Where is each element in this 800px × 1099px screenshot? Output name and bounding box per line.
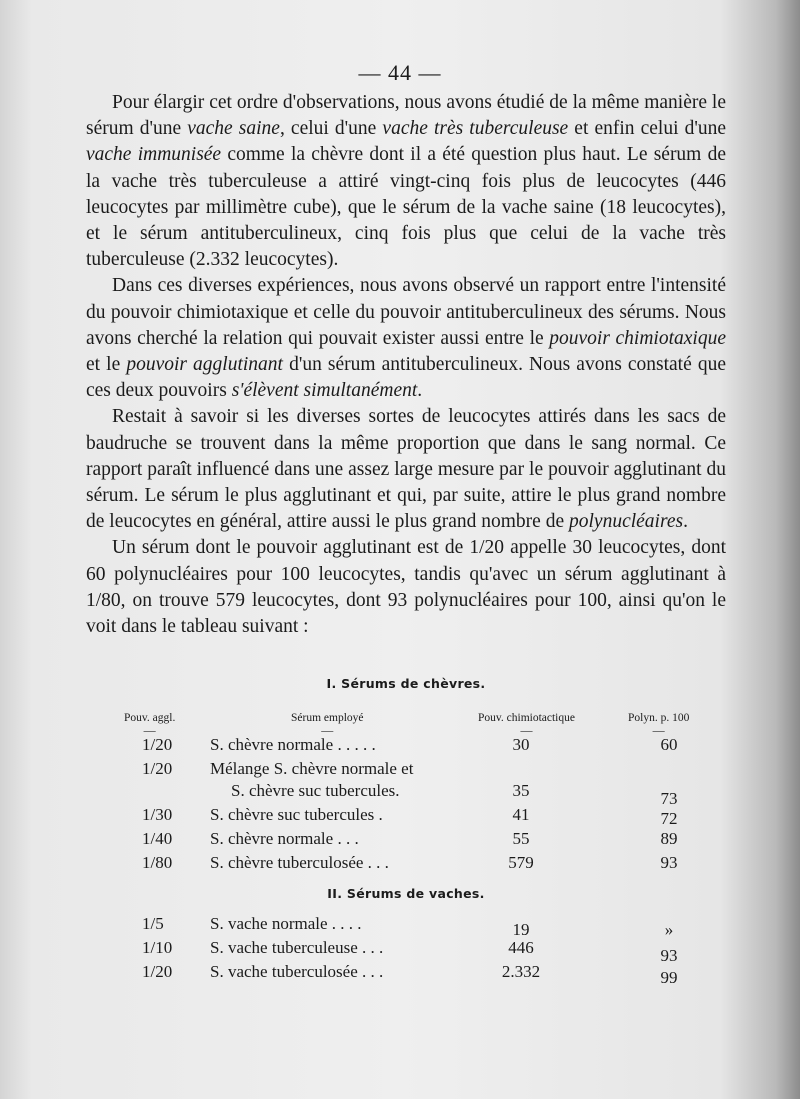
cell-polynuclear: » xyxy=(664,920,674,939)
text-run: comme la chèvre dont il a été question plus haut. Le sérum de la vache très tuberculeuse a attiré vingt-cinq fois plus de leucocytes (446 leucocytes par millimètre cube), que le sérum de la vache saine (18 leucocytes), et le sérum antituberculineux, cinq fois plus que celui de la vache très tuberculeuse (2.332 leucocytes). xyxy=(86,144,726,271)
cell-serum: S. vache tuberculosée . . . xyxy=(210,962,384,981)
cell-chemotaxis: 55 xyxy=(512,829,530,848)
section-title-goats: I. Sérums de chèvres. xyxy=(326,676,486,691)
cell-serum: S. chèvre normale . . . . . xyxy=(210,735,376,754)
emphasis-text: pouvoir agglutinant xyxy=(126,354,283,376)
paragraph xyxy=(86,404,726,535)
emphasis-text: vache saine xyxy=(187,118,280,140)
cell-polynuclear: 72 xyxy=(660,809,678,828)
text-run: , celui d'une xyxy=(279,118,383,140)
emphasis-text: vache très tuberculeuse xyxy=(382,118,569,140)
page-number: — 44 — xyxy=(358,60,442,85)
text-run: d'un sérum antituberculineux. Nous avons constaté que ces deux pouvoirs xyxy=(86,354,726,402)
table-row-continuation xyxy=(86,781,726,808)
cell-chemotaxis: 35 xyxy=(512,781,530,800)
results-table xyxy=(86,676,726,996)
cell-serum: Mélange S. chèvre normale et xyxy=(210,759,414,778)
cell-polynuclear: 60 xyxy=(660,735,678,754)
cell-serum-continued: S. chèvre suc tubercules. xyxy=(231,781,400,800)
table-row xyxy=(86,735,726,759)
table-row xyxy=(86,853,726,877)
cell-serum: S. chèvre tuberculosée . . . xyxy=(210,853,389,872)
section-title-cows: II. Sérums de vaches. xyxy=(327,886,485,901)
cell-chemotaxis: 2.332 xyxy=(501,962,541,981)
cell-serum: S. chèvre normale . . . xyxy=(210,829,359,848)
cell-agglutination: 1/10 xyxy=(142,938,173,957)
cell-polynuclear: 99 xyxy=(660,968,678,987)
paragraph xyxy=(86,273,726,404)
cell-serum: S. vache normale . . . . xyxy=(210,914,362,933)
text-run: Restait à savoir si les diverses sortes de leucocytes attirés dans les sacs de baudruche se trouvent dans la même proportion que dans le sang normal. Ce rapport paraît influencé dans une assez large mesure par le pouvoir agglutinant du sérum. Le sérum le plus agglutinant et qui, par suite, attire le plus grand nombre de leucocytes en général, attire aussi le plus grand nombre de xyxy=(86,406,726,533)
table-row xyxy=(86,938,726,965)
column-header-agglutination: Pouv. aggl. — xyxy=(124,712,176,737)
column-header-serum: Sérum employé — xyxy=(291,712,364,737)
emphasis-text: polynucléaires xyxy=(569,511,684,533)
table-row xyxy=(86,962,726,986)
cell-chemotaxis: 41 xyxy=(512,805,530,824)
text-run: Pour élargir cet ordre d'observations, nous avons étudié de la même manière le sérum d'une xyxy=(86,92,726,140)
text-run: . xyxy=(417,380,423,402)
emphasis-text: s'élèvent simultanément xyxy=(231,380,418,402)
cell-chemotaxis: 30 xyxy=(512,735,530,754)
cell-chemotaxis: 19 xyxy=(512,920,530,939)
cell-polynuclear: 93 xyxy=(660,853,678,872)
paragraph xyxy=(86,535,726,640)
column-header-polynuclear: Polyn. p. 100 — xyxy=(628,712,690,737)
cell-agglutination: 1/30 xyxy=(142,805,173,824)
cell-serum: S. vache tuberculeuse . . . xyxy=(210,938,384,957)
table-row xyxy=(86,829,726,853)
cell-agglutination: 1/40 xyxy=(142,829,173,848)
cell-polynuclear: 93 xyxy=(660,946,678,965)
cell-polynuclear: 73 xyxy=(660,789,678,808)
cell-serum: S. chèvre suc tubercules . xyxy=(210,805,383,824)
text-run: Dans ces diverses expériences, nous avons observé un rapport entre l'intensité du pouvoir chimiotaxique et celle du pouvoir antituberculineux des sérums. Nous avons cherché la relation qui pouvait exister aussi entre le xyxy=(86,275,726,349)
body-text xyxy=(86,90,726,640)
cell-agglutination: 1/5 xyxy=(142,914,164,933)
cell-agglutination: 1/20 xyxy=(142,735,173,754)
text-run: . xyxy=(683,511,688,533)
table-row xyxy=(86,914,726,938)
cell-polynuclear: 89 xyxy=(660,829,678,848)
cell-agglutination: 1/20 xyxy=(142,962,173,981)
cell-agglutination: 1/20 xyxy=(142,759,173,778)
table-row xyxy=(86,805,726,829)
cell-agglutination: 1/80 xyxy=(142,853,173,872)
emphasis-text: pouvoir chimiotaxique xyxy=(549,327,726,349)
table-row xyxy=(86,759,726,783)
paragraph xyxy=(86,90,726,273)
text-run: et le xyxy=(86,354,127,376)
column-header-chemotaxis: Pouv. chimiotactique — xyxy=(478,712,575,737)
emphasis-text: vache immunisée xyxy=(86,144,222,166)
text-run: et enfin celui d'une xyxy=(568,118,727,140)
text-run: Un sérum dont le pouvoir agglutinant est de 1/20 appelle 30 leucocytes, dont 60 polynucléaires pour 100 leucocytes, tandis qu'avec un sérum agglutinant à 1/80, on trouve 579 leucocytes, dont 93 polynucléaires pour 100, ainsi qu'on le voit dans le tableau suivant : xyxy=(86,537,726,638)
cell-chemotaxis: 579 xyxy=(508,853,534,872)
cell-chemotaxis: 446 xyxy=(508,938,534,957)
